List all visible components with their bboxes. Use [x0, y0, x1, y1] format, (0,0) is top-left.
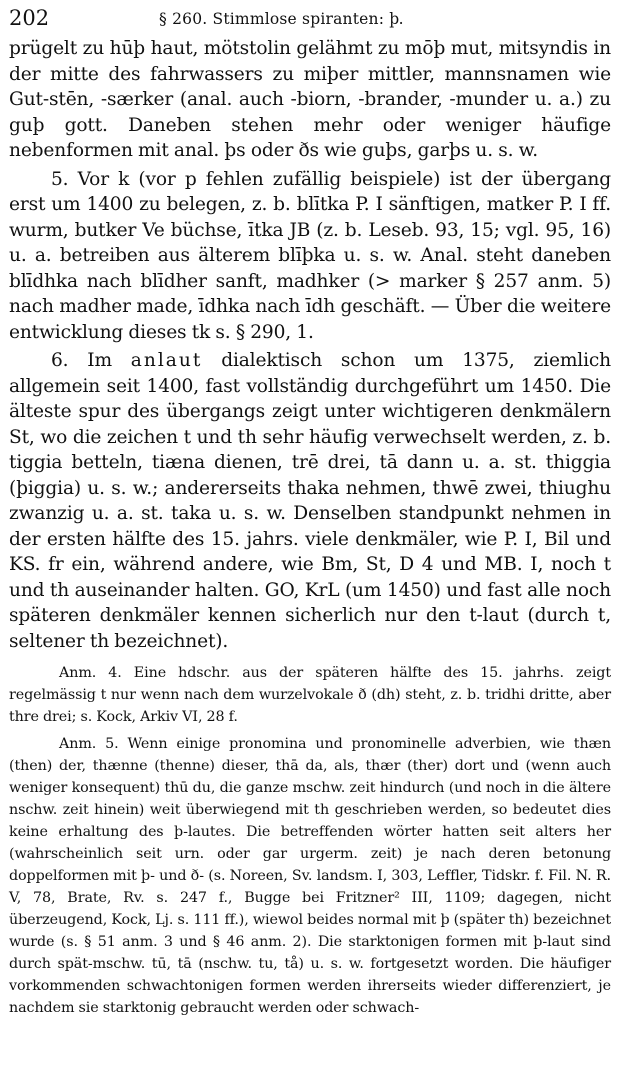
paragraph-6-spaced-term: anlaut [130, 350, 203, 371]
paragraph-6-lead: 6. Im [51, 350, 112, 371]
paragraph-5: 5. Vor k (vor p fehlen zufällig beispiele) ist der übergang erst um 1400 zu belegen, z. b. blītka P. I sänftigen, matker P. I ff. wurm, butker Ve büchse, ītka JB (z. b. Leseb. 93, 15; vgl. 95, 16) u. a. betreiben aus älterem blīþka u. s. w. Anal. steht daneben blīdhka nach blīdher sanft, madhker (> marker § 257 anm. 5) nach madher made, īdhka nach īdh geschäft. — Über die weitere entwicklung dieses tk s. § 290, 1. [9, 168, 611, 343]
main-text [9, 36, 611, 654]
paragraph-6-body: dialektisch schon um 1375, ziemlich allgemein seit 1400, fast vollständig durchgeführt um 1450. Die älteste spur des übergangs zeigt unter wichtigeren denkmälern St, wo die zeichen t und th sehr häufig verwechselt werden, z. b. tiggia betteln, tiæna dienen, trē drei, tā dann u. a. st. thiggia (þiggia) u. s. w.; andererseits thaka nehmen, thwē zwei, thiughu zwanzig u. a. st. taka u. s. w. Denselben standpunkt nehmen in der ersten hälfte des 15. jahrs. viele denkmäler, wie P. I, Bil und KS. fr ein, während andere, wie Bm, St, D 4 und MB. I, noch t und th auseinander halten. GO, KrL (um 1450) und fast alle noch späteren denkmäler kennen sicherlich nur den t-laut (durch t, seltener th bezeichnet). [9, 350, 611, 652]
note-text: Eine hdschr. aus der späteren hälfte des 15. jahrhs. zeigt regelmässig t nur wenn nach dem wurzelvokale ð (dh) steht, z. b. tridhi dritte, aber thre drei; s. Kock, Arkiv VI, 28 f. [9, 665, 612, 725]
paragraph-continued: prügelt zu hūþ haut, mötstolin gelähmt zu mōþ mut, mitsyndis in der mitte des fahrwassers zu miþer mittler, mannsnamen wie Gut-stēn, -særker (anal. auch -biorn, -brander, -munder u. a.) zu guþ gott. Daneben stehen mehr oder weniger häufige nebenformen mit anal. þs oder ðs wie guþs, garþs u. s. w. [9, 38, 611, 161]
page-header [9, 6, 611, 36]
note-label: Anm. 4. [59, 665, 122, 681]
note-anm-4 [9, 662, 611, 728]
running-head: § 260. Stimmlose spiranten: þ. [159, 10, 404, 28]
note-text: Wenn einige pronomina und pronominelle adverbien, wie thæn (then) der, thænne (thenne) dieser, thā da, als, thær (ther) dort und (wenn auch weniger konsequent) thū du, die ganze mschw. zeit hindurch (und noch in die ältere nschw. zeit hinein) weit überwiegend mit th geschrieben werden, so bedeutet dies keine erhaltung des þ-lautes. Die betreffenden wörter hatten seit alters her (wahrscheinlich seit urn. oder gar urgerm. zeit) je nach deren betonung doppelformen mit þ- und ð- (s. Noreen, Sv. landsm. I, 303, Leffler, Tidskr. f. Fil. N. R. V, 78, Brate, Rv. s. 247 f., Bugge bei Fritzner² III, 1109; dagegen, nicht überzeugend, Kock, Lj. s. 111 ff.), wiewol beides normal mit þ (später th) bezeichnet wurde (s. § 51 anm. 3 und § 46 anm. 2). Die starktonigen formen mit þ-laut sind durch spät-mschw. tū, tā (nschw. tu, tå) u. s. w. fortgesetzt worden. Die häufiger vorkommenden schwachtonigen formen werden ihrerseits wieder differenziert, je nachdem sie starktonig gebraucht werden oder schwach- [9, 736, 611, 1016]
note-anm-5 [9, 733, 611, 1019]
page-number: 202 [9, 6, 50, 30]
paragraph-6 [9, 348, 611, 654]
note-label: Anm. 5. [59, 736, 119, 752]
